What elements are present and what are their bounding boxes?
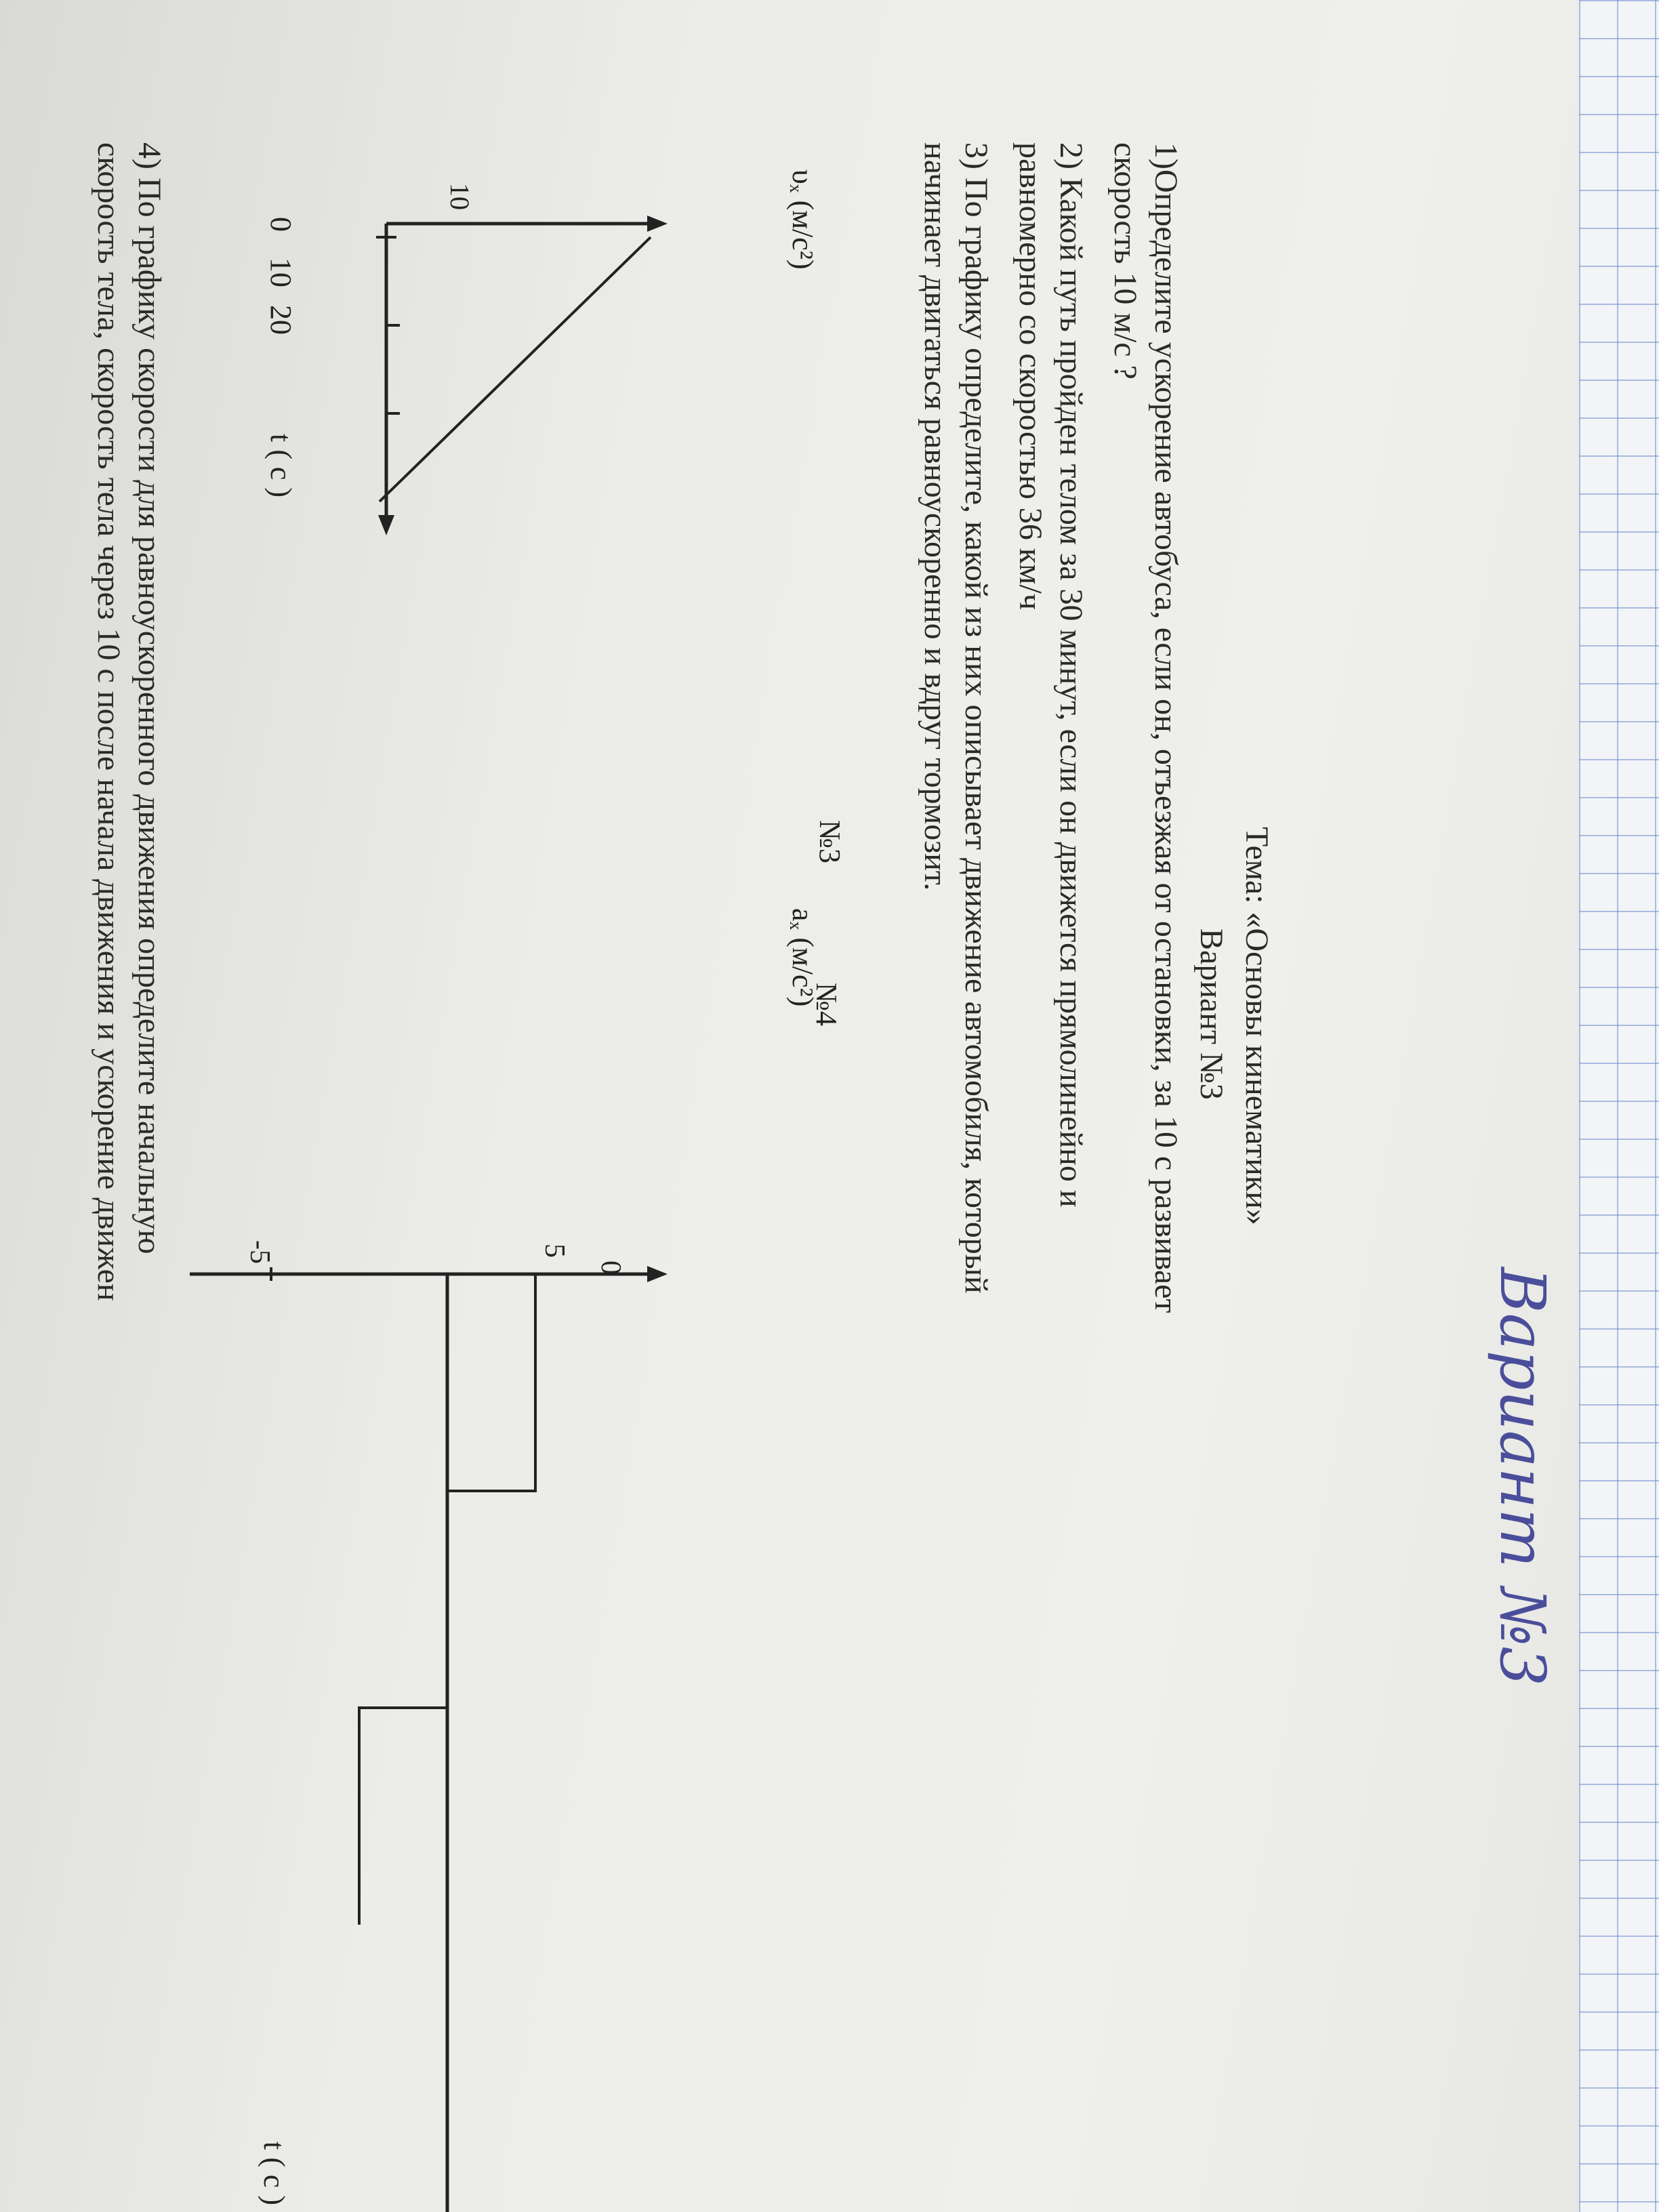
variant-title: Вариант №3 xyxy=(1193,928,1229,1100)
task3-line2: начинает двигаться равноускоренно и вдруг тормозит. xyxy=(918,142,954,891)
graph3-label: №3 xyxy=(813,820,846,863)
graph4-y-tick-0: 0 xyxy=(595,1261,626,1275)
task4-line2: скорость тела, скорость тела через 10 с после начала движения и ускорение движен xyxy=(91,142,127,1301)
graph3-x-label: t ( c ) xyxy=(264,434,298,498)
task4-line1: 4) По графику скорости для равноускоренного движения определите начальную xyxy=(131,142,167,1254)
notebook-grid-page xyxy=(1579,0,1659,2212)
graph4-x-label: t ( c ) xyxy=(258,2142,291,2206)
graph3-x-tick-0: 0 xyxy=(264,217,298,232)
task3-line1: 3) По графику определите, какой из них описывает движение автомобиля, который xyxy=(958,142,994,1294)
task2-line2: равномерно со скоростью 36 км/ч xyxy=(1012,142,1048,610)
graph3-y-tick: 10 xyxy=(445,183,475,210)
graph3-y-arrow xyxy=(647,216,668,232)
task1-line2: скорость 10 м/с ? xyxy=(1107,142,1143,380)
task1-line1: 1)Определите ускорение автобуса, если он, отъезжая от остановки, за 10 с развивает xyxy=(1148,142,1184,1313)
graph3-velocity-line xyxy=(380,237,651,501)
graph4-y-arrow xyxy=(647,1266,668,1282)
graph3-x-tick-1: 10 xyxy=(264,258,298,287)
handwritten-variant: Вариант №3 xyxy=(1486,1267,1559,1687)
graph4-y-label: aₓ (м/с²) xyxy=(786,908,819,1007)
graph3-x-tick-2: 20 xyxy=(264,305,298,335)
graph4-y-tick-5: 5 xyxy=(539,1244,570,1258)
graph-4 xyxy=(190,908,843,2212)
graph4-y-tick-neg5: -5 xyxy=(244,1240,275,1264)
task2-line1: 2) Какой путь пройден телом за 30 минут, если он движется прямолинейно и xyxy=(1053,142,1089,1208)
topic-title: Тема: «Основы кинематики» xyxy=(1239,827,1275,1225)
graph-3 xyxy=(264,169,846,863)
graph4-label: №4 xyxy=(810,983,843,1026)
graph3-y-label: υₓ (м/с²) xyxy=(786,169,819,270)
graph3-x-arrow xyxy=(378,515,394,535)
